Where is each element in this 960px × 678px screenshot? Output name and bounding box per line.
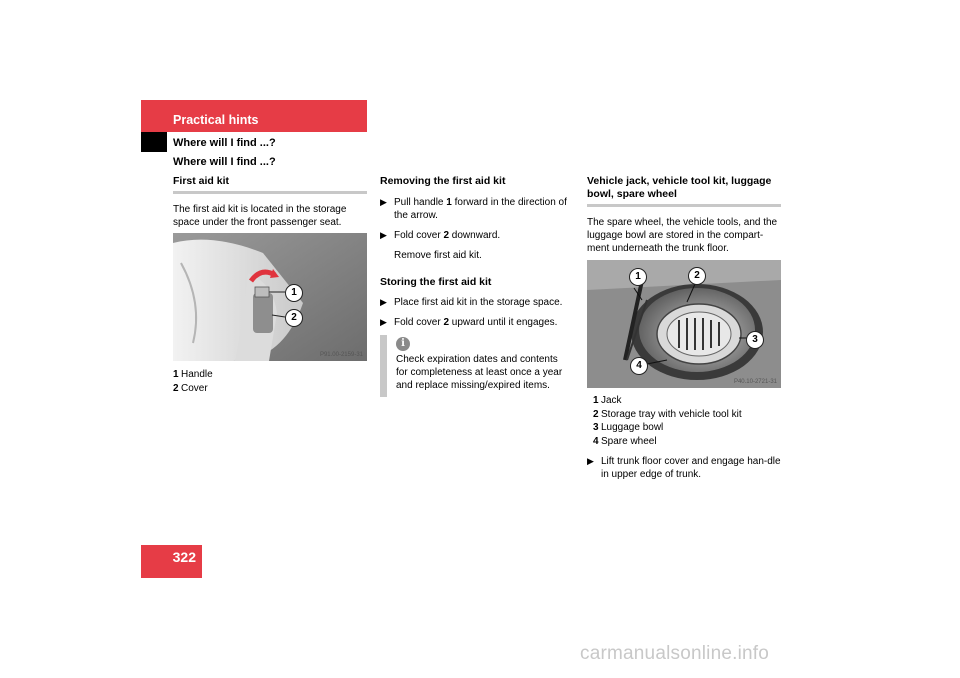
section-title: Practical hints xyxy=(173,113,259,127)
trunk-illustration xyxy=(587,260,781,388)
trunk-photo xyxy=(587,260,781,388)
seat-illustration xyxy=(173,233,367,361)
callout-2-badge: 2 xyxy=(285,309,303,327)
info-bar xyxy=(380,335,387,397)
callout-1-badge: 1 xyxy=(629,268,647,286)
info-text: Check expiration dates and contents for completeness at least once a year and replace missing/expired items. xyxy=(396,354,563,391)
section-rule xyxy=(173,191,367,194)
step-item: ▶ Fold cover 2 upward until it engages. xyxy=(380,317,558,328)
legend-item: 4 Spare wheel xyxy=(593,435,657,447)
step-arrow-icon: ▶ xyxy=(380,317,387,327)
legend-item: 2 Cover xyxy=(173,382,208,394)
removing-title: Removing the first aid kit xyxy=(380,175,506,187)
first-aid-legend xyxy=(173,368,367,395)
step-item: ▶ Pull handle 1 forward in the direction of the arrow. xyxy=(380,197,567,221)
removing-section xyxy=(380,175,575,329)
page-number: 322 xyxy=(172,549,196,565)
jack-title: Vehicle jack, vehicle tool kit, luggage bowl, spare wheel xyxy=(587,175,772,200)
legend-item: 2 Storage tray with vehicle tool kit xyxy=(593,408,742,420)
first-aid-section xyxy=(173,175,367,229)
step-arrow-icon: ▶ xyxy=(380,197,387,207)
watermark: carmanualsonline.info xyxy=(580,643,770,664)
step-arrow-icon: ▶ xyxy=(380,230,387,240)
first-aid-title: First aid kit xyxy=(173,175,230,187)
callout-4-badge: 4 xyxy=(630,357,648,375)
callout-2-badge: 2 xyxy=(688,267,706,285)
page-number-box xyxy=(141,545,202,578)
first-aid-text: The first aid kit is located in the storage space under the front passenger seat. xyxy=(173,204,347,228)
jack-section xyxy=(587,175,781,255)
section-tab xyxy=(141,100,367,132)
section-rule xyxy=(587,204,781,207)
callout-3-badge: 3 xyxy=(746,331,764,349)
jack-text: The spare wheel, the vehicle tools, and the luggage bowl are stored in the compart-ment underneath the trunk floor. xyxy=(587,217,778,254)
image-code: P91.00-2159-31 xyxy=(319,352,363,358)
jack-legend xyxy=(593,394,783,448)
section-marker xyxy=(141,132,167,152)
info-box xyxy=(380,335,570,397)
step-arrow-icon: ▶ xyxy=(587,456,594,466)
header-subtitle: Where will I find ...? xyxy=(173,137,276,149)
info-icon: i xyxy=(396,337,410,351)
image-code: P40.10-2721-31 xyxy=(733,379,777,385)
legend-item: 1 Jack xyxy=(593,395,622,406)
legend-item: 3 Luggage bowl xyxy=(593,422,664,433)
step-item: ▶ Place first aid kit in the storage space. xyxy=(380,297,563,308)
legend-item: 1 Handle xyxy=(173,369,213,380)
page-heading: Where will I find ...? xyxy=(173,156,276,168)
first-aid-photo xyxy=(173,233,367,361)
storing-title: Storing the first aid kit xyxy=(380,276,492,288)
callout-1-badge: 1 xyxy=(285,284,303,302)
step-item: ▶ Lift trunk floor cover and engage han-dle in upper edge of trunk. xyxy=(587,456,781,480)
step-item: ▶ Fold cover 2 downward. xyxy=(380,230,501,241)
step-arrow-icon: ▶ xyxy=(380,297,387,307)
remove-note: Remove first aid kit. xyxy=(394,250,482,261)
